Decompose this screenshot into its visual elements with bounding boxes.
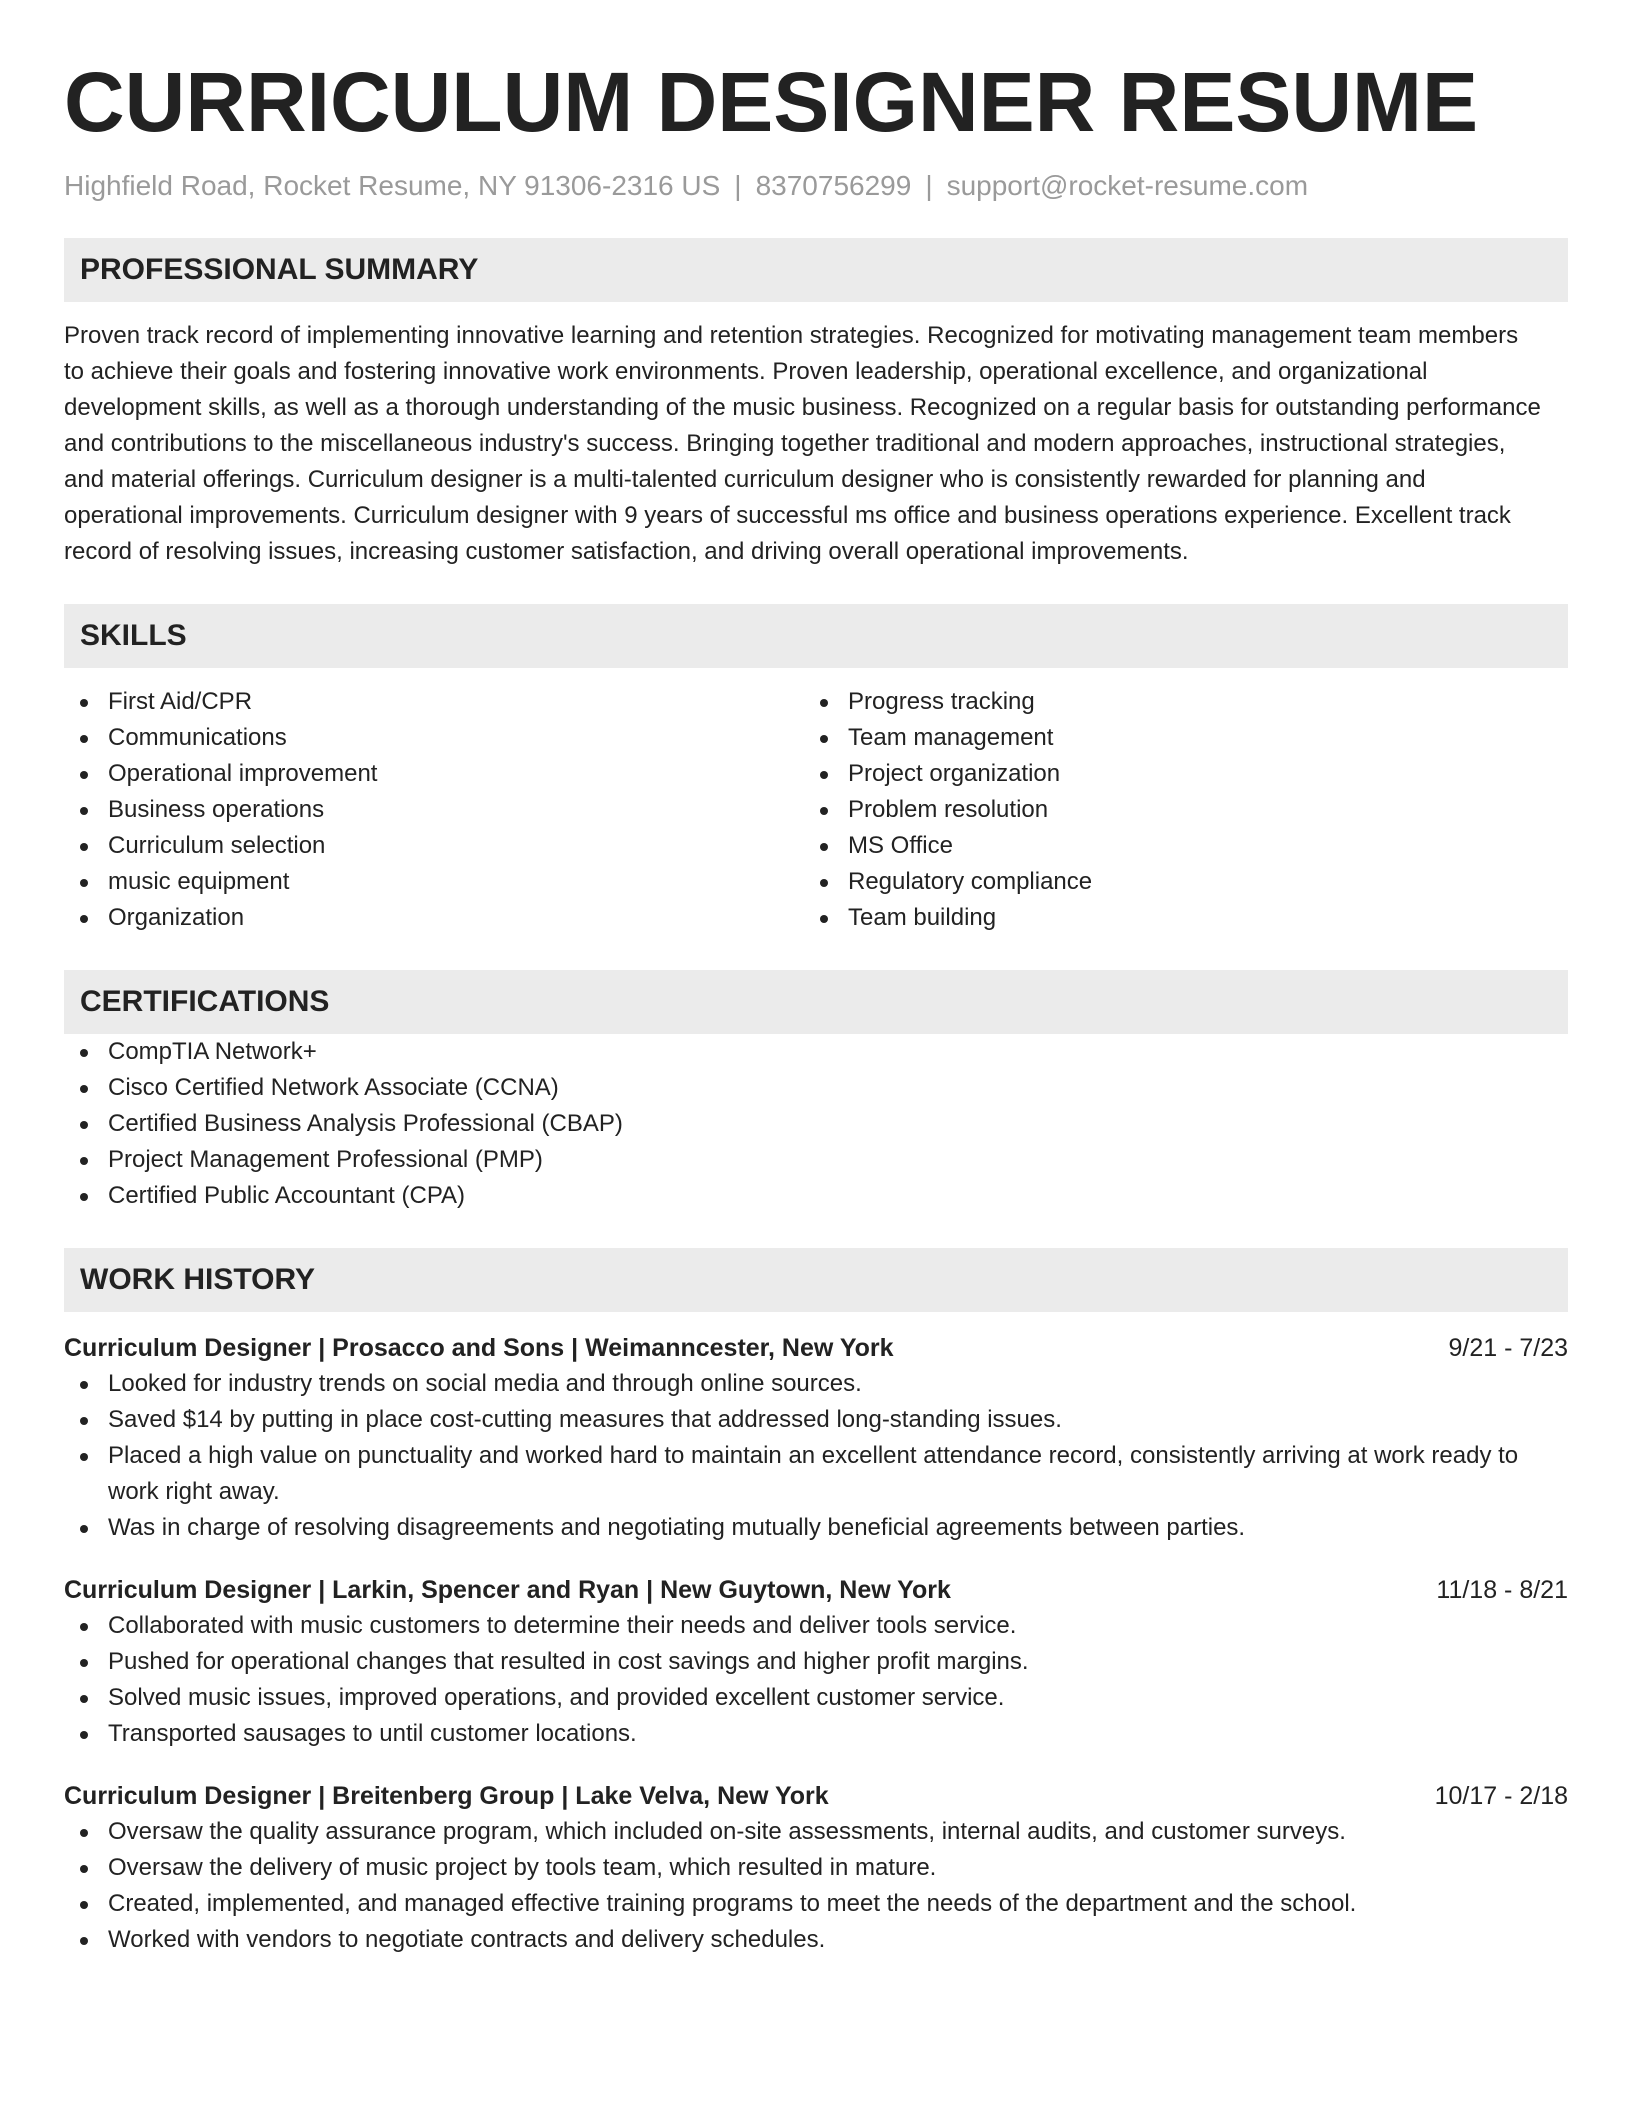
section-header-summary: PROFESSIONAL SUMMARY bbox=[64, 238, 1568, 302]
skill-item: Team management bbox=[804, 720, 1544, 756]
certification-item: Project Management Professional (PMP) bbox=[64, 1142, 1568, 1178]
contact-line bbox=[64, 168, 1568, 204]
job-entry bbox=[64, 1572, 1568, 1752]
contact-separator: | bbox=[925, 170, 933, 201]
job-bullets bbox=[64, 1366, 1568, 1546]
job-bullets bbox=[64, 1814, 1568, 1958]
certification-item: Certified Business Analysis Professional (CBAP) bbox=[64, 1106, 1568, 1142]
skills-list-left bbox=[64, 684, 804, 936]
skill-item: Operational improvement bbox=[64, 756, 804, 792]
contact-email: support@rocket-resume.com bbox=[946, 170, 1309, 201]
certifications-list bbox=[64, 1034, 1568, 1214]
skills-grid bbox=[64, 684, 1568, 936]
certification-item: Cisco Certified Network Associate (CCNA) bbox=[64, 1070, 1568, 1106]
section-header-work-history: WORK HISTORY bbox=[64, 1248, 1568, 1312]
job-header bbox=[64, 1572, 1568, 1608]
job-entry bbox=[64, 1778, 1568, 1958]
job-title: Curriculum Designer | Prosacco and Sons | Weimanncester, New York bbox=[64, 1334, 894, 1362]
contact-phone: 8370756299 bbox=[755, 170, 912, 201]
job-header bbox=[64, 1330, 1568, 1366]
job-header bbox=[64, 1778, 1568, 1814]
job-bullet: Saved $14 by putting in place cost-cutting measures that addressed long-standing issues. bbox=[64, 1402, 1568, 1438]
job-title: Curriculum Designer | Larkin, Spencer and Ryan | New Guytown, New York bbox=[64, 1576, 951, 1604]
skill-item: music equipment bbox=[64, 864, 804, 900]
job-bullet: Pushed for operational changes that resulted in cost savings and higher profit margins. bbox=[64, 1644, 1568, 1680]
job-bullet: Was in charge of resolving disagreements and negotiating mutually beneficial agreements between parties. bbox=[64, 1510, 1568, 1546]
job-dates: 10/17 - 2/18 bbox=[1434, 1782, 1568, 1810]
skill-item: Team building bbox=[804, 900, 1544, 936]
job-dates: 11/18 - 8/21 bbox=[1436, 1576, 1568, 1604]
skill-item: Project organization bbox=[804, 756, 1544, 792]
job-bullet: Oversaw the quality assurance program, which included on-site assessments, internal audits, and customer surveys. bbox=[64, 1814, 1568, 1850]
job-bullet: Placed a high value on punctuality and worked hard to maintain an excellent attendance record, consistently arriving at work ready to work right away. bbox=[64, 1438, 1568, 1510]
job-bullet: Transported sausages to until customer locations. bbox=[64, 1716, 1568, 1752]
skills-list-right bbox=[804, 684, 1544, 936]
section-header-skills: SKILLS bbox=[64, 604, 1568, 668]
job-bullets bbox=[64, 1608, 1568, 1752]
resume-title: CURRICULUM DESIGNER RESUME bbox=[64, 55, 1479, 149]
skill-item: First Aid/CPR bbox=[64, 684, 804, 720]
job-dates: 9/21 - 7/23 bbox=[1448, 1334, 1568, 1362]
job-bullet: Solved music issues, improved operations, and provided excellent customer service. bbox=[64, 1680, 1568, 1716]
job-entry bbox=[64, 1330, 1568, 1546]
skill-item: Progress tracking bbox=[804, 684, 1544, 720]
skill-item: Problem resolution bbox=[804, 792, 1544, 828]
contact-separator: | bbox=[734, 170, 742, 201]
job-bullet: Worked with vendors to negotiate contracts and delivery schedules. bbox=[64, 1922, 1568, 1958]
summary-text: Proven track record of implementing innovative learning and retention strategies. Recognized for motivating management team members to achieve their goals and fostering innovative work environments. Proven leadership, operational excellence, and organizational development skills, as well as a thorough understanding of the music business. Recognized on a regular basis for outstanding performance and contributions to the miscellaneous industry's success. Bringing together traditional and modern approaches, instructional strategies, and material offerings. Curriculum designer is a multi-talented curriculum designer who is consistently rewarded for planning and operational improvements. Curriculum designer with 9 years of successful ms office and business operations experience. Excellent track record of resolving issues, increasing customer satisfaction, and driving overall operational improvements. bbox=[64, 322, 1541, 565]
job-bullet: Oversaw the delivery of music project by tools team, which resulted in mature. bbox=[64, 1850, 1568, 1886]
certification-item: Certified Public Accountant (CPA) bbox=[64, 1178, 1568, 1214]
job-bullet: Created, implemented, and managed effective training programs to meet the needs of the department and the school. bbox=[64, 1886, 1568, 1922]
skill-item: Organization bbox=[64, 900, 804, 936]
job-bullet: Looked for industry trends on social media and through online sources. bbox=[64, 1366, 1568, 1402]
job-title: Curriculum Designer | Breitenberg Group | Lake Velva, New York bbox=[64, 1782, 829, 1810]
skill-item: Curriculum selection bbox=[64, 828, 804, 864]
section-header-certifications: CERTIFICATIONS bbox=[64, 970, 1568, 1034]
skill-item: Regulatory compliance bbox=[804, 864, 1544, 900]
job-bullet: Collaborated with music customers to determine their needs and deliver tools service. bbox=[64, 1608, 1568, 1644]
certification-item: CompTIA Network+ bbox=[64, 1034, 1568, 1070]
skill-item: Communications bbox=[64, 720, 804, 756]
contact-address: Highfield Road, Rocket Resume, NY 91306-2316 US bbox=[64, 170, 721, 201]
skill-item: MS Office bbox=[804, 828, 1544, 864]
skill-item: Business operations bbox=[64, 792, 804, 828]
